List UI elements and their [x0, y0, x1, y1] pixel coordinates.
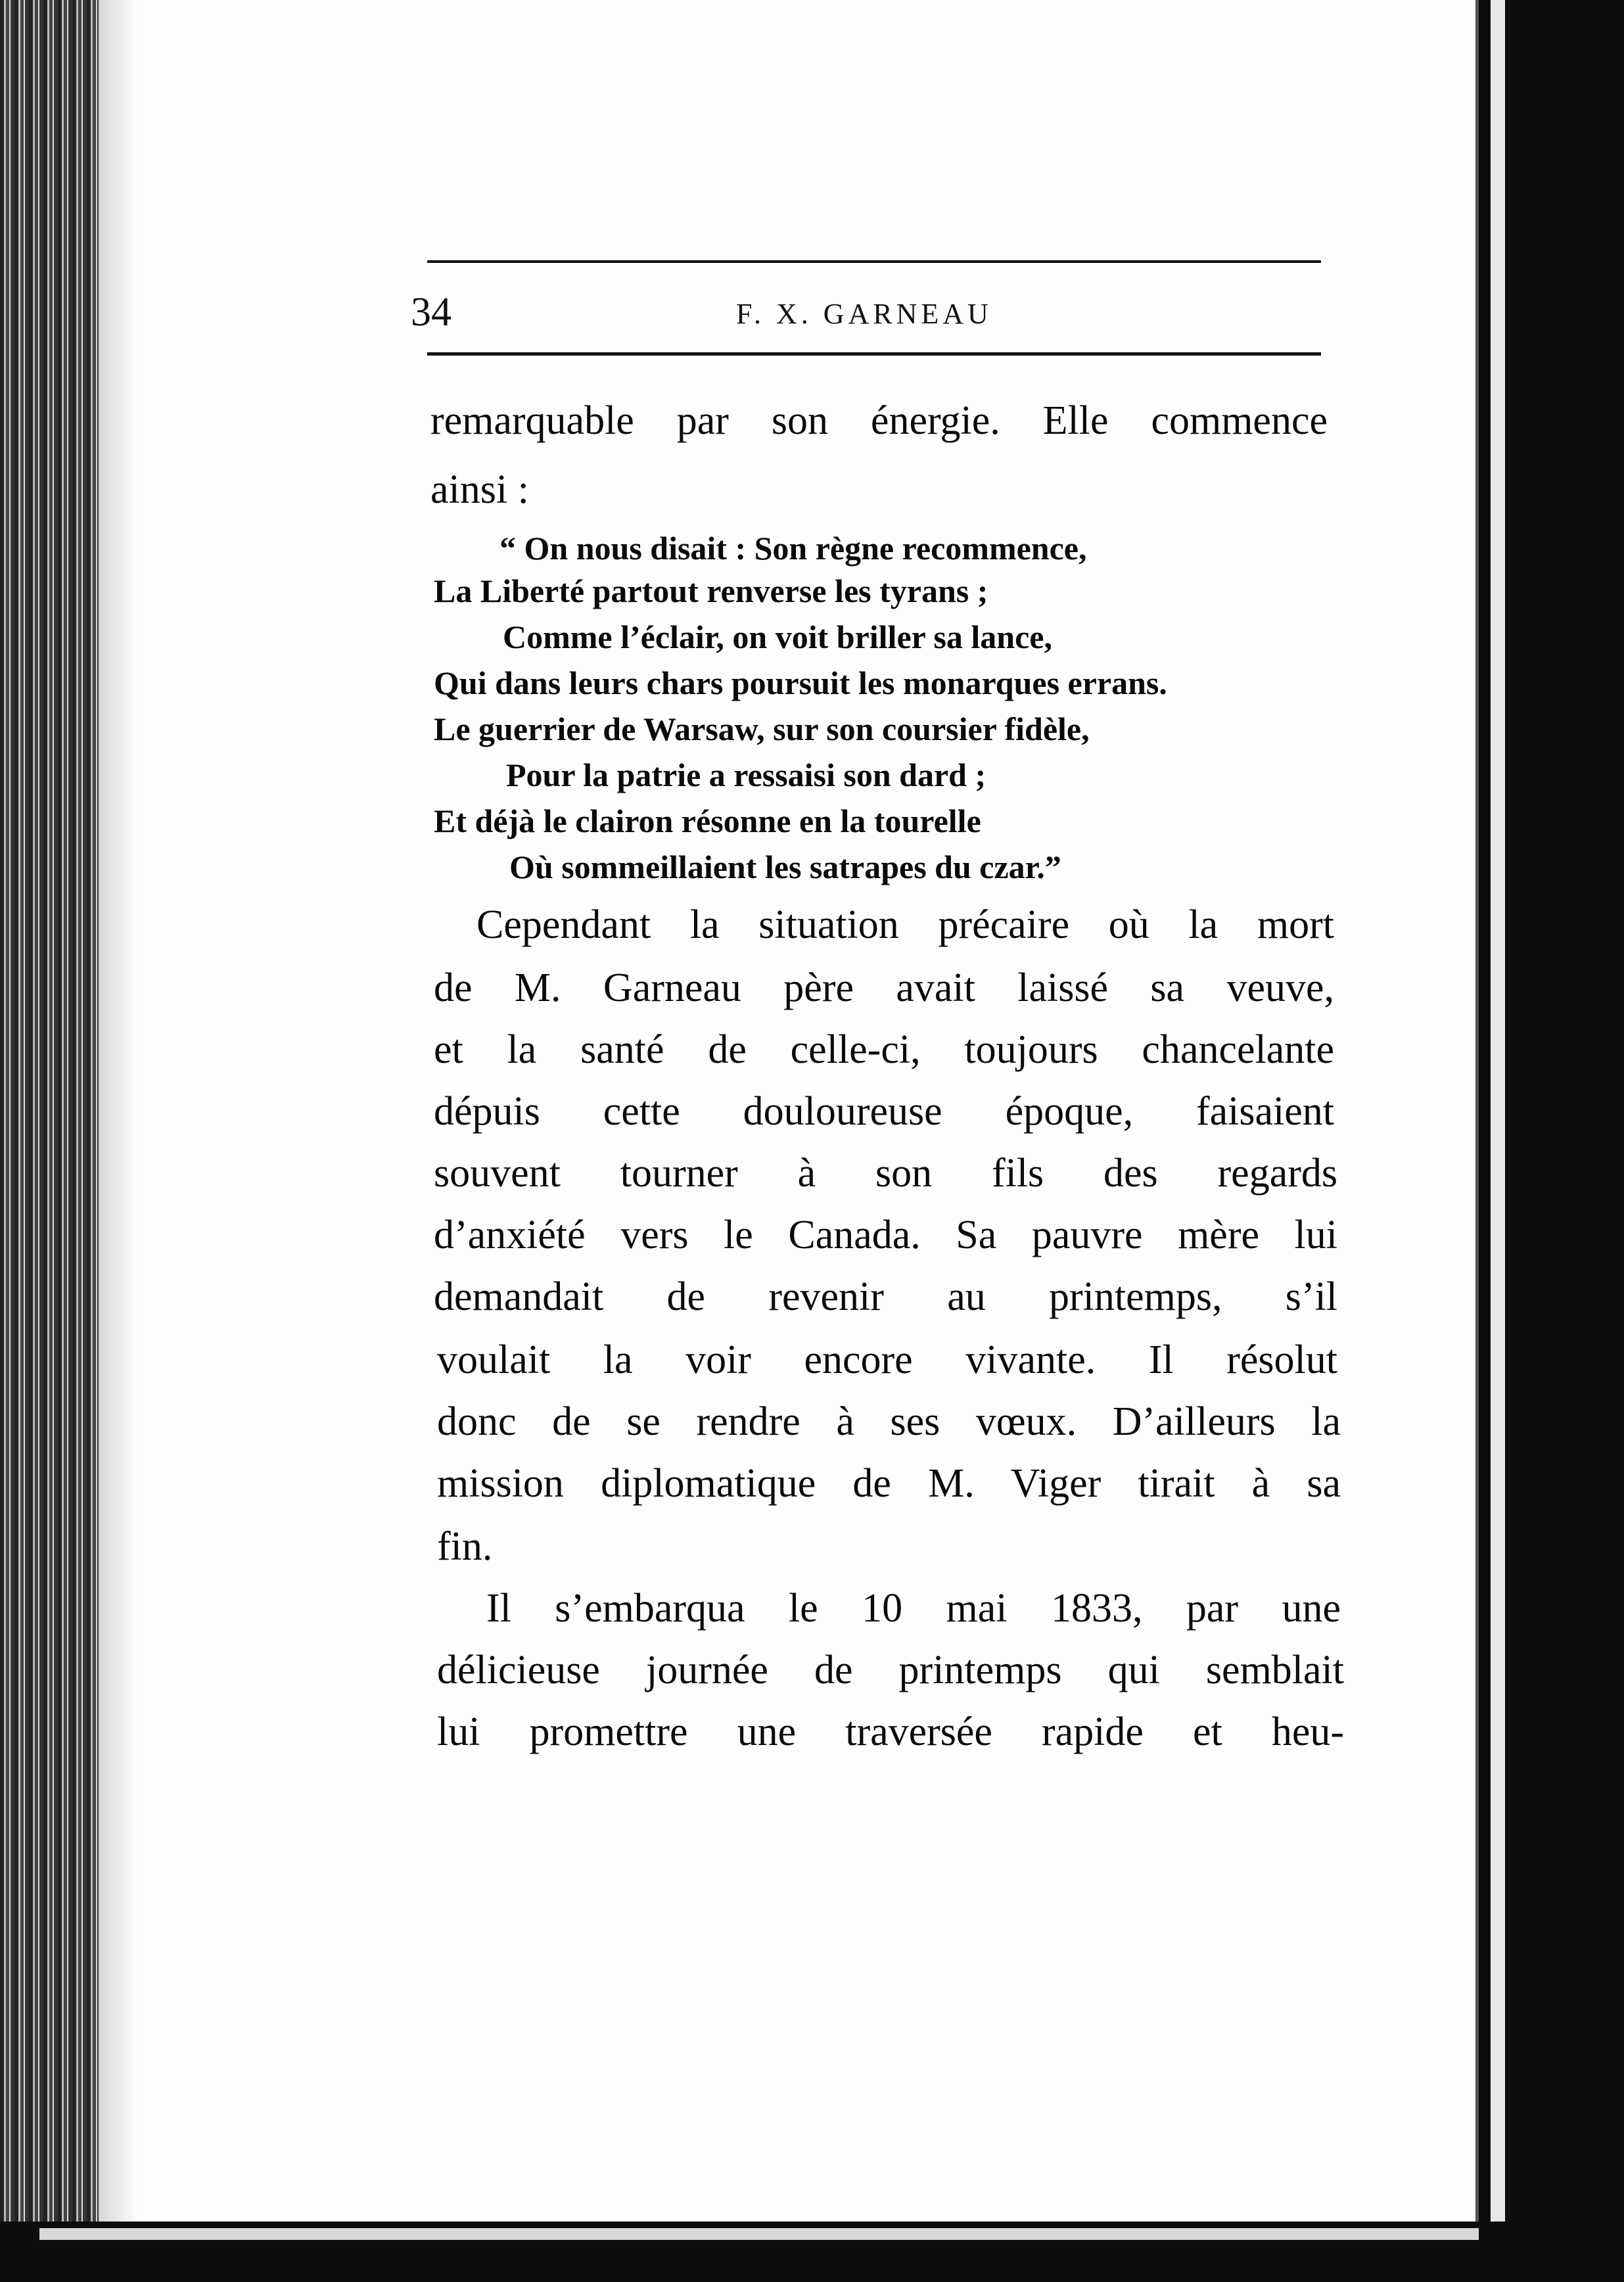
bottom-edge-strip: [39, 2228, 1479, 2240]
paragraph1-line-8: voulait la voir encore vivante. Il résolut: [437, 1338, 1337, 1382]
page-number: 34: [411, 290, 452, 335]
poem-line-6: Pour la patrie a ressaisi son dard ;: [506, 757, 986, 793]
opening-line-2: ainsi :: [430, 467, 529, 512]
paragraph2-line-1: Il s’embarqua le 10 mai 1833, par une: [486, 1586, 1341, 1631]
poem-line-5: Le guerrier de Warsaw, sur son coursier fidèle,: [434, 710, 1090, 747]
bottom-page-edge: [0, 2222, 1624, 2282]
paragraph1-line-7: demandait de revenir au printemps, s’il: [434, 1274, 1337, 1319]
paragraph2-line-3: lui promettre une traversée rapide et heu-: [437, 1710, 1344, 1754]
poem-line-8: Où sommeillaient les satrapes du czar.”: [509, 849, 1061, 885]
paragraph1-line-10: mission diplomatique de M. Viger tirait à sa: [437, 1461, 1341, 1506]
opening-line-1: remarquable par son énergie. Elle commence: [430, 398, 1328, 443]
poem-line-3: Comme l’éclair, on voit briller sa lance,: [503, 618, 1052, 655]
paragraph2-line-2: délicieuse journée de printemps qui semblait: [437, 1648, 1344, 1692]
paragraph1-line-5: souvent tourner à son fils des regards: [434, 1151, 1337, 1196]
paragraph1-line-6: d’anxiété vers le Canada. Sa pauvre mère lui: [434, 1213, 1337, 1257]
paragraph1-line-9: donc de se rendre à ses vœux. D’ailleurs la: [437, 1399, 1341, 1444]
poem-line-1: “ On nous disait : Son règne recommence,: [499, 530, 1087, 567]
poem-line-4: Qui dans leurs chars poursuit les monarques errans.: [434, 664, 1167, 701]
poem-line-2: La Liberté partout renverse les tyrans ;: [434, 572, 988, 609]
paragraph1-line-4: dépuis cette douloureuse époque, faisaient: [434, 1089, 1334, 1134]
header-rule-bottom: [427, 352, 1321, 356]
right-edge-strip: [1491, 0, 1505, 2282]
paragraph1-line-11: fin.: [437, 1524, 493, 1569]
paragraph1-line-1: Cependant la situation précaire où la mort: [476, 902, 1334, 947]
running-title: F. X. GARNEAU: [736, 298, 992, 330]
right-page-edge: [1479, 0, 1624, 2282]
paragraph1-line-3: et la santé de celle-ci, toujours chancelante: [434, 1027, 1334, 1072]
paragraph1-line-2: de M. Garneau père avait laissé sa veuve,: [434, 966, 1334, 1010]
poem-line-7: Et déjà le clairon résonne en la tourelle: [434, 803, 981, 839]
header-rule-top: [427, 260, 1321, 263]
